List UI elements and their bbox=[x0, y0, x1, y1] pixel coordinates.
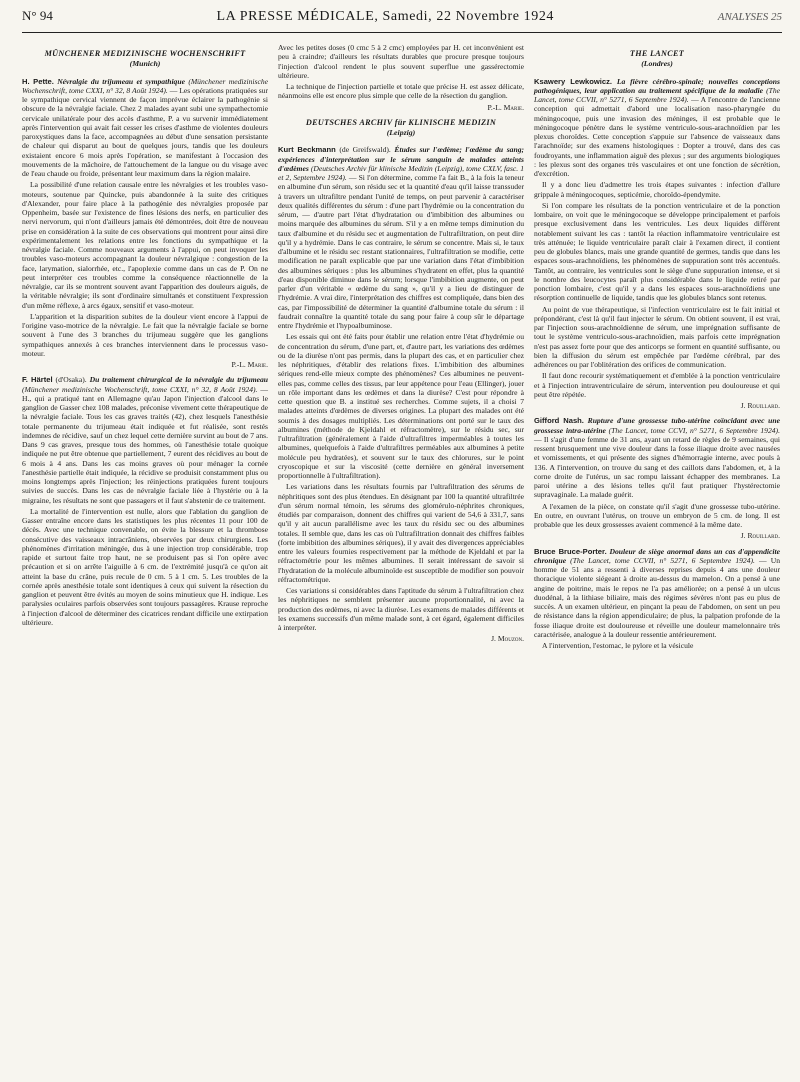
article-author: Kurt Beckmann bbox=[278, 145, 336, 155]
article-paragraph: Il faut donc recourir systématiquement et d'emblée à la ponction ventriculaire et à l'injection intraventriculaire de sérum, intervention peu douloureuse et qui peut être répétée. bbox=[534, 371, 780, 399]
article-signature: P.-L. Marie. bbox=[487, 102, 524, 112]
article-citation: (The Lancet, tome CCVI, n° 5271, 6 Septembre 1924). bbox=[608, 425, 780, 435]
article-title: Du traitement chirurgical de la névralgie du trijumeau bbox=[89, 375, 268, 385]
columns bbox=[22, 43, 782, 652]
article-paragraph: Au point de vue thérapeutique, si l'infection ventriculaire est le fait initial et prépondérant, c'est là qu'il faut injecter le sérum. On obtient souvent, il est vrai, par l'injection sous-arachnoïdienne de sérum, une imprégnation suffisante de tout le système ventriculo-sous-arachnoïdien, mais parfois cette imprégnation n'est pas assez forte pour que des anticorps se forment en quantité suffisante, ou bien la diffusion du sérum est empêchée par l'œdème cérébral, par des adhérences ou par l'oblitération des orifices de communication. bbox=[534, 304, 780, 369]
article-citation: (The Lancet, tome CCVII, n° 5271, 6 Septembre 1924). bbox=[570, 555, 755, 565]
article-heading bbox=[22, 375, 268, 505]
journal-city: (Londres) bbox=[641, 59, 673, 68]
article-title: La fièvre cérébro-spinale; nouvelles conceptions pathogéniques, leur application au traitement spécifique de la maladie bbox=[534, 76, 780, 95]
article-paragraph: L'apparition et la disparition subites de la douleur vient encore à l'appui de l'origine vaso-motrice de la névralgie. Le fait que la névralgie faciale se borne souvent à l'une des 3 branches du trijumeau suggère que les ganglions sympathiques annexés à ces branches interviennent dans le processus vaso-moteur. bbox=[22, 311, 268, 358]
article-paragraph: La possibilité d'une relation causale entre les névralgies et les troubles vaso-moteurs, soutenue par Quincke, puis abandonnée à la suite des critiques d'Alexander, pour faire place à la pathogénie des névralgies proposée par Oppenheim, basée sur l'existence de fines lésions des nerfs, en particulier des nervi nervorum, qui n'ont d'ailleurs jamais été démontrées, doit être de nouveau prise en considération à la suite de ces observations qui montrent pour ainsi dire expérimentalement les relations entre les fonctions du sympathique et la névralgie faciale. Comme nouveaux arguments à l'appui, on peut invoquer les troubles vaso-moteurs accompagnant la douleur névralgique : congestion de la face, larymation, sialorrhée, etc., l'apoplexie comme dans un cas de P. On ne peut interpréter ces troubles comme la conséquence réactionnelle de la névralgie, car ils se montrent souvent avant l'apparition des douleurs aiguës, de la véritable névralgie; ils sont d'ordinaire simultanés et constituent l'expression d'un même réflexe, à arcs égaux, sensitif et vaso-moteur. bbox=[22, 180, 268, 310]
column-2 bbox=[278, 43, 524, 652]
article-author: Bruce Bruce-Porter. bbox=[534, 546, 607, 556]
article-paragraph: Ces variations si considérables dans l'aptitude du sérum à l'ultrafiltration chez les néphritiques ne semblent présenter aucune proportionnalité, ni avec la production des œdèmes, ni avec la diurèse. Les examens de malades différents et les examens successifs d'un même malade sont, à cet égard, également difficiles à interpréter. bbox=[278, 586, 524, 632]
article-paragraph: La technique de l'injection partielle et totale que précise H. est assez délicate, néanmoins elle est encore plus simple que celle de la résection du ganglion. bbox=[278, 82, 524, 101]
article-signature: P.-L. Marie. bbox=[231, 360, 268, 369]
article-heading bbox=[278, 145, 524, 330]
column-3 bbox=[534, 43, 780, 652]
article-citation: (The Lancet, tome CCVII, n° 5271, 6 Septembre 1924). bbox=[534, 85, 780, 104]
article-citation: (Deutsches Archiv für klinische Medizin (Leipzig), tome CXLV, fasc. 1 et 2, Septembre 1924). bbox=[278, 163, 524, 182]
article-heading bbox=[534, 77, 780, 179]
article-author: H. Pette. bbox=[22, 76, 54, 86]
journal-heading bbox=[534, 49, 780, 69]
article-paragraph: — H., qui a pratiqué tant en Allemagne qu'au Japon l'injection d'alcool dans le ganglion de Gasser chez 108 malades, préconise vivement cette thérapeutique de la névralgie faciale. Tous les cas graves traités (42), chez lesquels l'anesthésie totale permanente du trijumeau était indiquée et fut réalisée, sont restés indemnes de récidive, sauf un chez lequel cette dernière survint au bout de 7 ans. Dans 9 cas graves, presque tous des hommes, où l'anesthésie totale quoique indiquée ne put être obtenue que partiellement, 7 eurent des récidives au bout de 6 mois à 4 ans. Dans les cas moins graves où pour ménager la cornée l'anesthésie partielle était indiquée, la récidive se produisit constamment plus ou moins longtemps après l'injection; les réinjections pratiquées furent toujours suivies de succès. Dans les cas de névralgie faciale liée à l'hystérie ou à la migraine, les résultats ne sont que passagers et il faut s'abstenir de ce traitement. bbox=[22, 384, 268, 505]
column-1 bbox=[22, 43, 268, 652]
article-title: Études sur l'œdème; l'œdème du sang; expériences d'interprétation sur le sérum sanguin de malades atteints d'œdèmes bbox=[278, 145, 525, 173]
article-paragraph: Les variations dans les résultats fournis par l'ultrafiltration des sérums de néphritiques sont des plus étendues. En désignant par 100 la quantité ultrafiltrée d'un sérum normal témoin, les sérums des glomérulo-néphrites chroniques, étudiés par comparaison, donnent des chiffres qui varient de 54,6 à 331,7, sans qu'il y ait aucun parallélisme avec les taux du résidu sec ou des albumines totales. Il semble que, dans les cas où l'ultrafiltration donnait des chiffres faibles (forte imbibition des albumines sériques), il y avait des divergences appréciables entre les valeurs fournies respectivement par la méthode de Kjeldahl et par la réfractométrie pour les mêmes albumines. Il serait intéressant de savoir si l'hydratation de la molécule albuminoïde est susceptible de modifier son pouvoir réfractométrique. bbox=[278, 482, 524, 584]
article-title: Douleur de siège anormal dans un cas d'appendicite chronique bbox=[534, 546, 780, 565]
page-number: N° 94 bbox=[22, 8, 53, 23]
journal-city: (Munich) bbox=[129, 59, 161, 68]
article-title: Rupture d'une grossesse tubo-utérine coïncidant avec une grossesse intra-utérine bbox=[534, 416, 780, 435]
article-heading bbox=[534, 547, 780, 640]
page-header bbox=[22, 8, 782, 33]
journal-name: DEUTSCHES ARCHIV für KLINISCHE MEDIZIN bbox=[305, 117, 497, 127]
article-paragraph: — Il s'agit d'une femme de 31 ans, ayant un retard de règles de 9 semaines, qui ressent brusquement une vive douleur dans la fosse iliaque droite avec nausées et vomissements, et qui présente des signes d'hémorragie interne, avec pouls à 136. A l'intervention, on trouve du sang et des caillots dans l'abdomen, et, à la corne droite de l'utérus, un sac rompu laissant échapper des membranes. La paroi utérine a des lésions telles qu'il faut pratiquer l'hystérectomie supravaginale. La malade guérit. bbox=[534, 434, 780, 500]
article-citation: (Münchener medizinische Wochenschrift, tome CXXI, n° 32, 8 Août 1924). bbox=[22, 76, 268, 95]
article-paragraph: — Un homme de 51 ans a ressenti à diverses reprises depuis 4 ans une douleur thoracique violente siégeant à droite au-dessus du mamelon. On a pensé à une angine de poitrine, mais le repos ne l'a pas améliorée; on a pensé à un ulcus duodénal, à la lithiase biliaire, mais des régimes sévères n'ont pas eu plus de succès. A un examen ultérieur, en pinçant la peau de l'abdomen, on sent un peu de résistance dans la région appendiculaire; de plus, la palpation profonde de la fosse iliaque droite est douloureuse et réveille une douleur mamelonnaire très caractérisée, analogue à la douleur ressentie antérieurement. bbox=[534, 555, 780, 639]
article-signature: J. Rouillard. bbox=[740, 531, 780, 541]
article-paragraph: La mortalité de l'intervention est nulle, alors que l'ablation du ganglion de Gasser entraîne encore dans les statistiques les plus récentes 11 pour 100 de décès. Avec une technique convenable, on évite la blessure et la thrombose consécutive des vaisseaux intracrâniens, observées par deux chirurgiens. Les phénomènes d'irritation méningée, dus à une injection trop considérable, trop rapide et surtout faite trop haut, ne se produisent pas si l'on opère avec précaution et si on arrête l'aiguille à 6 cm. de l'extrémité jusqu'à ce qu'on ait atteint la base du crâne, puis recule de 0 cm. 5 à 1 cm. 5. Les troubles de la cornée après anesthésie totale sont identiques à ceux qui suivent la résection du ganglion et peuvent être évités au moyen de soins minutieux que H. indique. Les paralysies oculaires parfois observées sont toujours passagères. Krause reproche à l'injection d'alcool de déterminer des cicatrices rendant difficile une extirpation ultérieure. bbox=[22, 506, 268, 627]
journal-city: (Leipzig) bbox=[386, 127, 416, 137]
article-author: Gifford Nash. bbox=[534, 416, 584, 426]
article-heading bbox=[22, 77, 268, 179]
journal-name: MÜNCHENER MEDIZINISCHE WOCHENSCHRIFT bbox=[44, 49, 246, 58]
article-paragraph: A l'examen de la pièce, on constate qu'il s'agit d'une grossesse tubo-utérine. En outre, en ouvrant l'utérus, on trouve un embryon de 5 cm. de long. Il est probable que les deux grossesses avaient commencé à la même date. bbox=[534, 501, 780, 529]
article-author-origin: (de Greifswald). bbox=[339, 145, 391, 155]
article-paragraph: A l'intervention, l'estomac, le pylore et la vésicule bbox=[542, 641, 694, 650]
article-paragraph: — A l'encontre de l'ancienne conception qui admettait d'abord une localisation naso-pharyngée du méningocoque, puis une invasion des méninges, il est probable que le méningocoque pénètre dans le système ventriculo-sous-arachnoïdien par les plexus choroïdes. Cette conception s'appuie sur l'absence de vaisseaux dans l'arachnoïde; sur des examens histologiques : Dopter a trouvé, dans des cas foudroyants, une inflammation aiguë des plexus ; sur des arguments biologiques : les plexus sont des organes très vasculaires et ont une fonction de sécrétion, d'excrétion. bbox=[534, 95, 780, 178]
article-paragraph: — Les opérations pratiquées sur le sympathique cervical viennent de façon imprévue éclairer la pathogénie si obscure de la névralgie faciale. Chez 2 malades ayant subi une sympathectomie cervicale unilatérale pour des accès d'asthme, P. a vu survenir immédiatement après l'intervention qui avait fait cesser les crises d'asthme de violentes douleurs paroxystiques dans la face, accompagnées au début d'une sensation persistante de chaleur qui disparut au bout de quelques jours, tandis que les douleurs existaient encore 6 mois après l'opération, se manifestant à l'occasion des mouvements de la mâchoire, de l'attouchement de la langue ou du visage avec de l'eau chaude ou froide, présentant leur maximum dans la région malaire. bbox=[22, 85, 269, 178]
article-citation: (Münchener medizinische Wochenschrift, tome CXXI, n° 32, 8 Août 1924). bbox=[22, 384, 258, 394]
journal-heading bbox=[22, 49, 268, 69]
journal-heading bbox=[278, 118, 524, 138]
article-author: F. Härtel bbox=[22, 375, 53, 385]
article-paragraph: Si l'on compare les résultats de la ponction ventriculaire et de la ponction lombaire, on voit que le méningocoque se développe principalement et parfois presque exclusivement dans les ventricules. Les deux liquides diffèrent notablement suivant les cas : tantôt la réaction inflammatoire ventriculaire est très atténuée; le liquide ventriculaire paraît clair à l'examen direct, il contient peu de globules blancs, mais une grande quantité de germes, tandis que dans les espaces sous-arachnoïdiens, les phénomènes de suppuration sont très accentués. Tantôt, au contraire, les ventricules sont le siège d'une suppuration intense, et si le nombre des leucocytes paraît plus considérable dans le liquide retiré par ponction lombaire, c'est qu'il y a dans les espaces sous-arachnoïdiens une résorption continuelle de liquide, tandis que les globules blancs sont retenus. bbox=[534, 200, 780, 303]
article-paragraph: Les essais qui ont été faits pour établir une relation entre l'état d'hydrémie ou de concentration du sérum, d'une part, et, d'autre part, les variations des œdèmes ou de la diurèse n'ont pas permis, dans la plupart des cas, et en particulier chez les néphritiques, d'établir des relations fixes. L'imbibition des albumines sériques rend-elle mieux compte des phénomènes? Ces albumines ne peuvent-elles pas, comme celles des tissus, par leur appétence pour l'eau (Ellinger), jouer un rôle important dans les œdèmes et dans la diurèse? C'est pour répondre à cette question que B. a institué ses recherches. Comme sujets, il a choisi 7 malades atteints d'œdèmes de diverses origines. La plupart des malades ont été soumis à des dosages multipliés. Les déterminations ont porté sur le taux des albumines (méthode de Kjeldahl et réfractomètre), sur le résidu sec, sur l'ultrafiltration (généralement à l'aide d'ultrafiltres imperméables à toutes les albumines, quelquefois à l'aide d'ultrafiltres perméables aux albumines à petite molécule peu hydratées), et souvent sur le taux des chlorures, sur le point cryoscopique et sur la viscosité (cette dernière en général inversement proportionnelle à l'ultrafiltration). bbox=[278, 332, 524, 480]
article-author: Ksawery Lewkowicz. bbox=[534, 76, 613, 86]
article-signature: J. Mouzon. bbox=[491, 634, 524, 644]
article-signature: J. Rouillard. bbox=[740, 401, 780, 410]
journal-title: LA PRESSE MÉDICALE, Samedi, 22 Novembre 1924 bbox=[216, 9, 555, 24]
article-heading bbox=[534, 416, 780, 499]
article-author-origin: (d'Osaka). bbox=[55, 375, 87, 385]
section-label: ANALYSES 25 bbox=[717, 11, 782, 23]
article-title: Névralgie du trijumeau et sympathique bbox=[57, 76, 185, 86]
journal-name: THE LANCET bbox=[629, 49, 685, 58]
article-paragraph: — Si l'on détermine, comme l'a fait B., à la fois la teneur en albumine d'un sérum, son résidu sec et la quantité d'eau qu'il laisse transsuder à travers un ultrafiltre pendant l'unité de temps, on peut parvenir à caractériser deux qualités différentes du sérum : d'une part l'hydrémie ou la concentration du sérum, — d'autre part l'état d'hydratation ou d'imbibition des albumines ou moins marquée des albumines du sérum. S'il y a en même temps diminution du taux d'albumine et du résidu sec et augmentation de l'ultrafiltration, on peut dire qu'il y a hydrémie. Dans le cas contraire, le sérum se concentre. Mais si, le taux d'albumine et le résidu sec restant stationnaires, l'ultrafiltration se modifie, cette modification ne paraît explicable que par une variation dans l'état d'imbibition des albumines sériques : plus les albumines s'hydratent en effet, plus la quantité d'eau disponible diminue dans le sérum; lorsque l'imbibition augmente, on peut parler d'un véritable « œdème du sang », qu'il y a lieu de distinguer de l'hydrémie. A vrai dire, l'interprétation des chiffres est compliquée, dans bien des cas, par l'impossibilité de déterminer la quantité d'albumine totale du sérum : il faudrait connaître la quantité totale du sang pour faire à coup sûr le départage entre l'hydrémie et l'hypoalbuminose. bbox=[278, 173, 524, 330]
article-paragraph: Avec les petites doses (0 cmc 5 à 2 cmc) employées par H. cet inconvénient est peu à craindre; d'ailleurs les résultats durables que procure presque toujours l'injection d'alcool rendent le plus souvent superflue une gassérectomie ultérieure. bbox=[278, 43, 524, 80]
article-paragraph: Il y a donc lieu d'admettre les trois étapes suivantes : infection d'allure grippale à méningocoques, septicémie, choroïdo-épendymite. bbox=[534, 180, 780, 199]
